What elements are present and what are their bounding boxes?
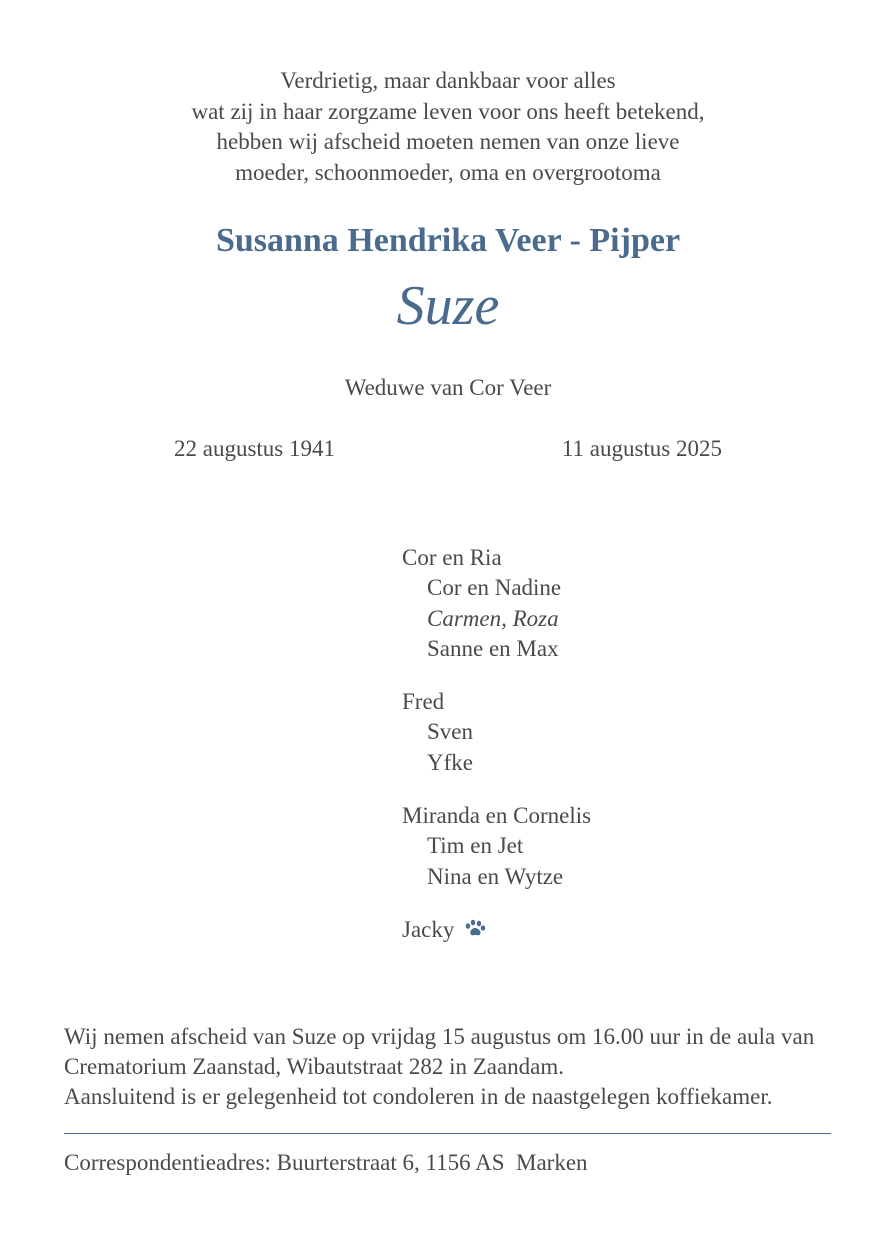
intro-line: Verdrietig, maar dankbaar voor alles (280, 68, 616, 93)
family-group (402, 543, 591, 664)
family-head: Fred (402, 689, 445, 715)
paw-print-icon (464, 915, 486, 945)
family-head: Jacky (402, 916, 455, 942)
deceased-full-name: Susanna Hendrika Veer - Pijper (215, 222, 681, 259)
family-child: Sven (427, 719, 473, 745)
family-list (402, 543, 591, 968)
family-group (402, 801, 591, 892)
death-date: 11 augustus 2025 (561, 436, 722, 461)
family-grandchildren: Carmen, Roza (427, 605, 559, 631)
family-child: Tim en Jet (427, 833, 524, 859)
family-pet-line (402, 915, 591, 945)
family-group (402, 687, 591, 778)
deceased-relation: Weduwe van Cor Veer (344, 375, 552, 400)
birth-date: 22 augustus 1941 (174, 436, 335, 461)
divider-line (64, 1133, 831, 1134)
deceased-nickname: Suze (396, 275, 500, 337)
intro-line: hebben wij afscheid moeten nemen van onze lieve (216, 129, 680, 154)
funeral-line: Wij nemen afscheid van Suze op vrijdag 15 augustus om 16.00 uur in de aula van (64, 1024, 815, 1049)
family-child: Sanne en Max (427, 635, 559, 661)
funeral-line: Crematorium Zaanstad, Wibautstraat 282 in Zaandam. (64, 1054, 565, 1079)
family-head: Cor en Ria (402, 545, 502, 570)
family-head: Miranda en Cornelis (402, 803, 592, 829)
family-group (402, 915, 591, 945)
intro-line: moeder, schoonmoeder, oma en overgrootoma (235, 159, 661, 185)
funeral-details (64, 1022, 834, 1112)
intro-text (0, 66, 896, 188)
funeral-line: Aansluitend is er gelegenheid tot condoleren in de naastgelegen koffiekamer. (64, 1084, 773, 1109)
family-child: Yfke (427, 749, 473, 775)
family-child: Nina en Wytze (427, 863, 564, 889)
family-child: Cor en Nadine (427, 575, 562, 601)
intro-line: wat zij in haar zorgzame leven voor ons heeft betekend, (191, 98, 705, 124)
correspondence-address: Correspondentieadres: Buurterstraat 6, 1156 AS Marken (64, 1150, 588, 1175)
